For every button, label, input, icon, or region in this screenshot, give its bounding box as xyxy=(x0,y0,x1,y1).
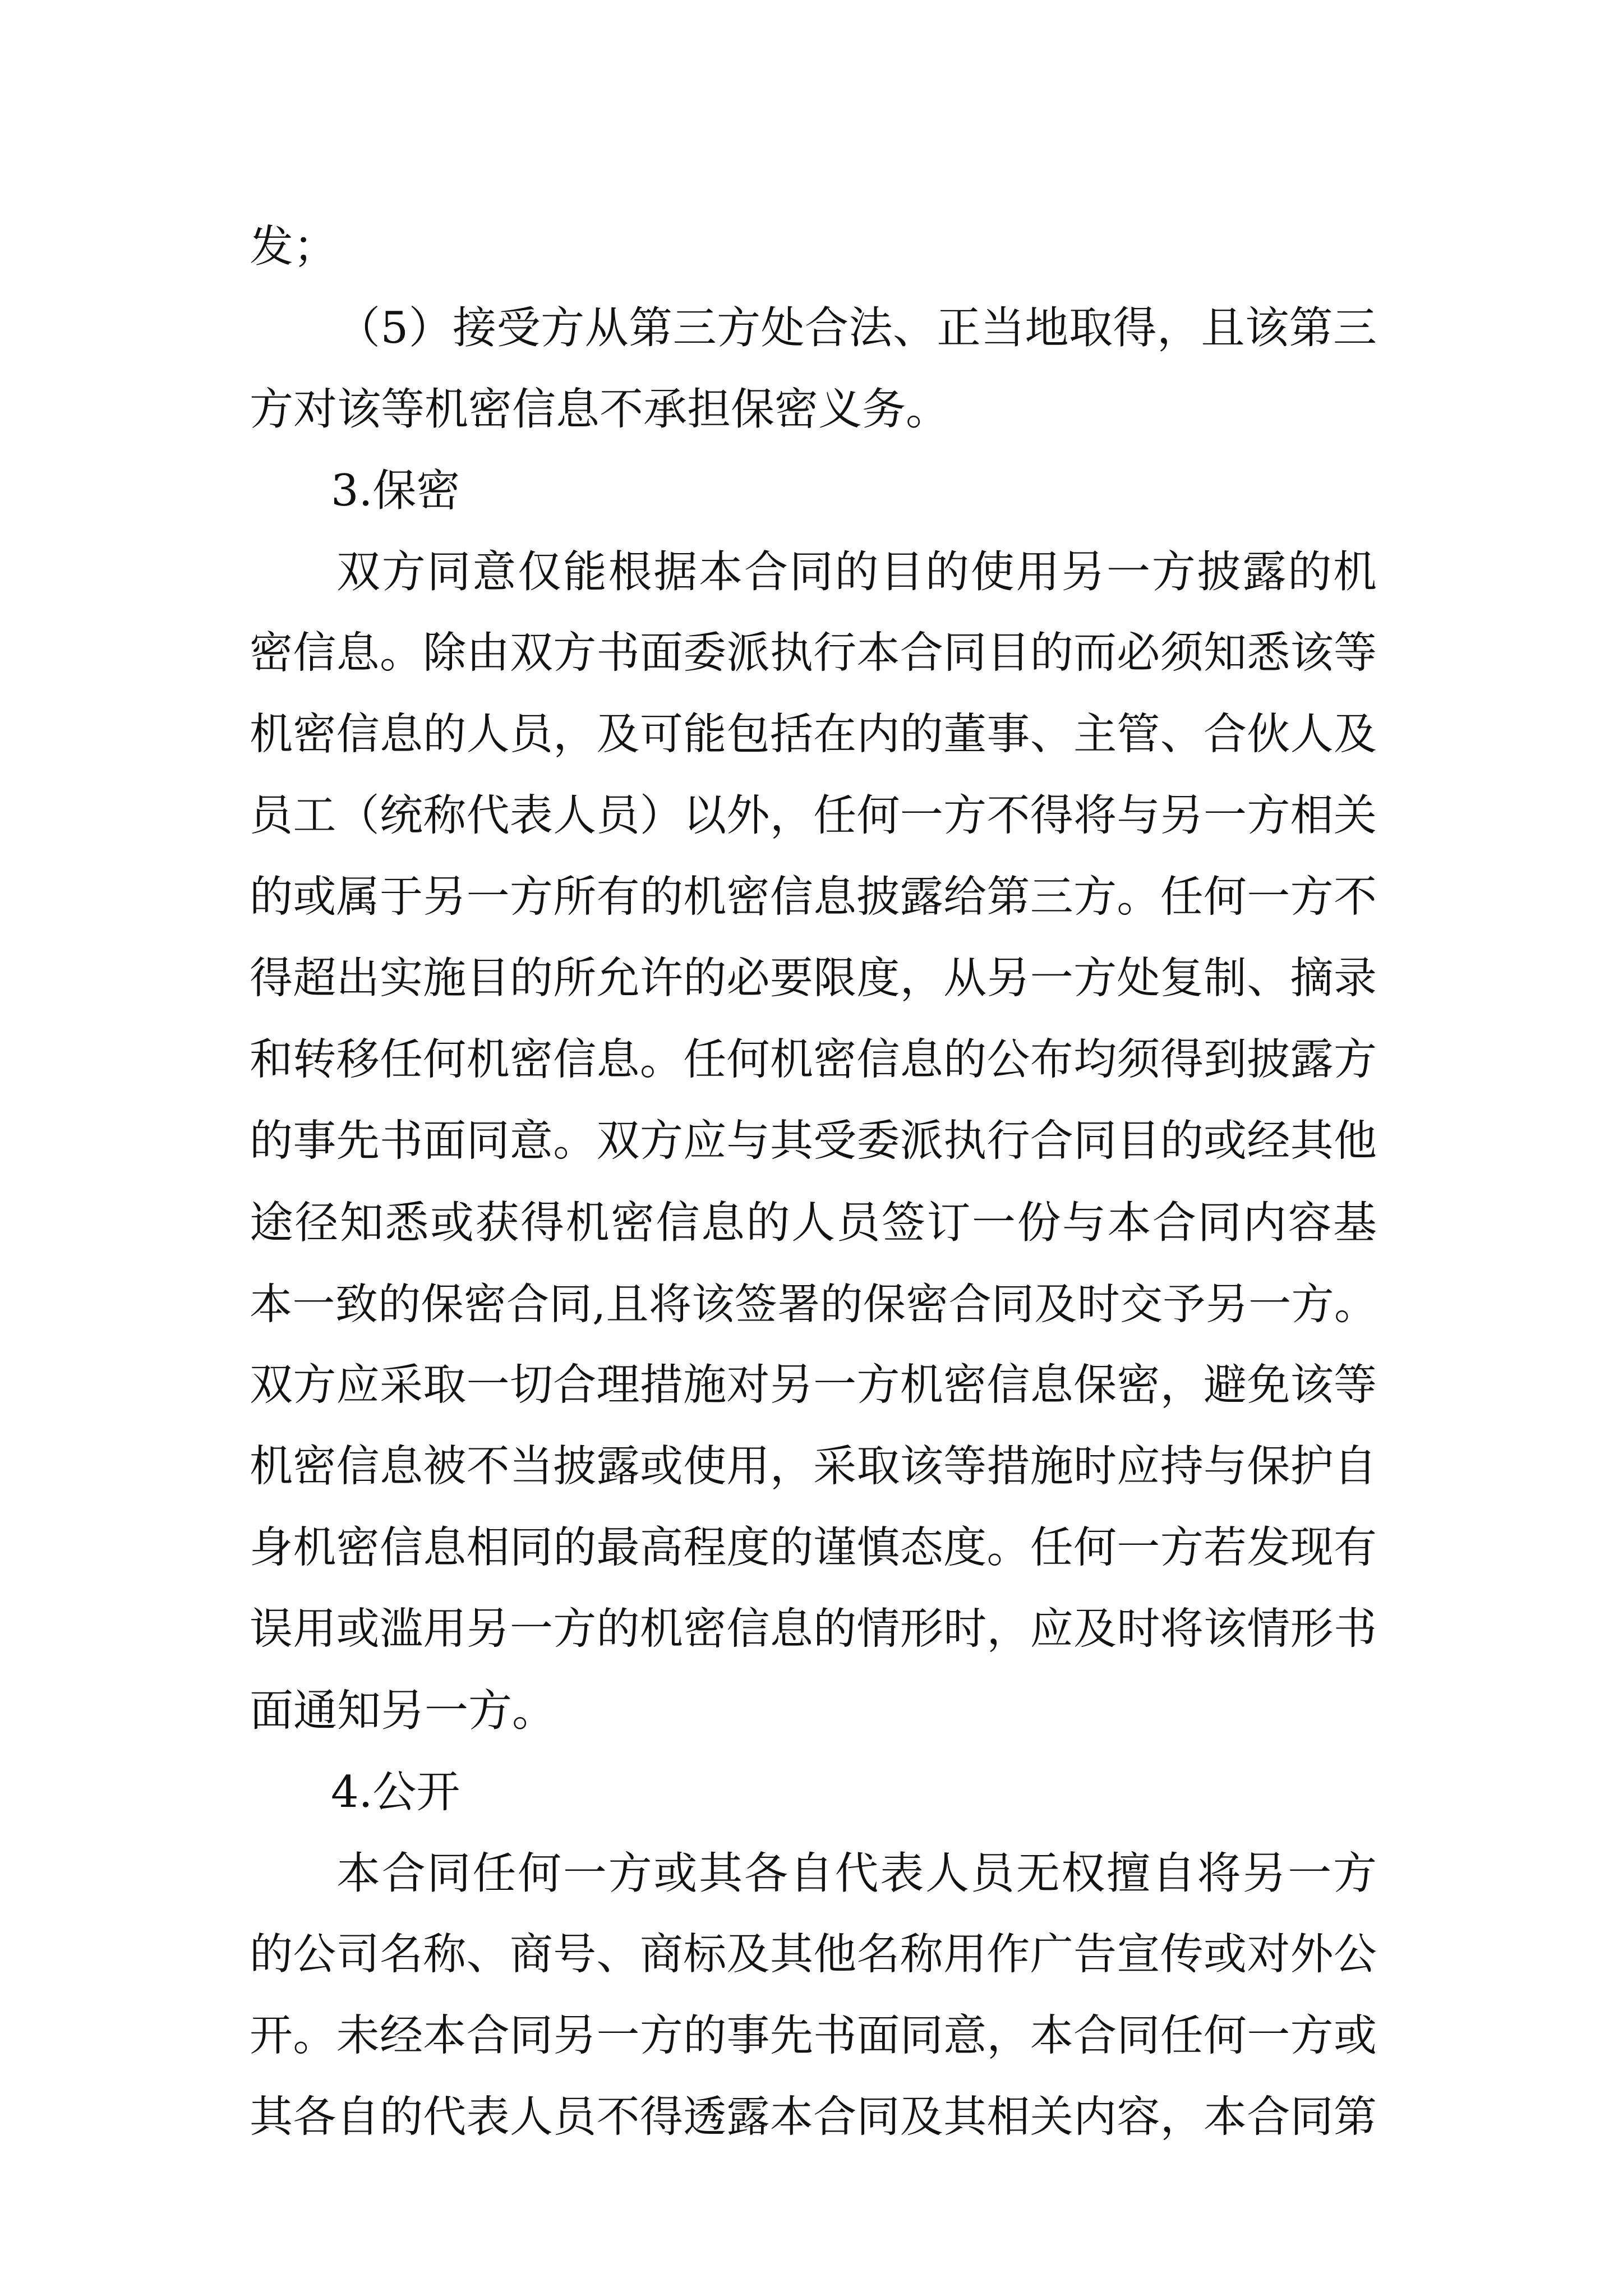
text-line: 员工（统称代表人员）以外，任何一方不得将与另一方相关 xyxy=(250,791,1377,841)
text-line: 方对该等机密信息不承担保密义务。 xyxy=(250,384,950,435)
text-line: 开。未经本合同另一方的事先书面同意，本合同任何一方或 xyxy=(250,2011,1377,2061)
text-line: 本合同任何一方或其各自代表人员无权擅自将另一方 xyxy=(336,1848,1377,1899)
section-heading: 4.公开 xyxy=(331,1767,460,1818)
section-heading: 3.保密 xyxy=(331,466,460,516)
text-line: 本一致的保密合同,且将该签署的保密合同及时交予另一方。 xyxy=(250,1279,1377,1329)
text-line: 的公司名称、商号、商标及其他名称用作广告宣传或对外公 xyxy=(250,1930,1377,1980)
text-line: （5）接受方从第三方处合法、正当地取得，且该第三 xyxy=(336,303,1377,353)
text-line: 机密信息的人员，及可能包括在内的董事、主管、合伙人及 xyxy=(250,710,1377,760)
text-line: 误用或滥用另一方的机密信息的情形时，应及时将该情形书 xyxy=(250,1604,1377,1654)
text-line: 身机密信息相同的最高程度的谨慎态度。任何一方若发现有 xyxy=(250,1523,1377,1573)
text-line: 双方同意仅能根据本合同的目的使用另一方披露的机 xyxy=(336,547,1377,597)
text-line: 和转移任何机密信息。任何机密信息的公布均须得到披露方 xyxy=(250,1035,1377,1085)
text-line: 的或属于另一方所有的机密信息披露给第三方。任何一方不 xyxy=(250,872,1377,922)
text-line: 的事先书面同意。双方应与其受委派执行合同目的或经其他 xyxy=(250,1116,1377,1166)
text-line: 得超出实施目的所允许的必要限度，从另一方处复制、摘录 xyxy=(250,954,1377,1004)
text-line: 发； xyxy=(250,222,338,272)
text-line: 途径知悉或获得机密信息的人员签订一份与本合同内容基 xyxy=(250,1198,1377,1248)
text-line: 密信息。除由双方书面委派执行本合同目的而必须知悉该等 xyxy=(250,628,1377,678)
text-line: 面通知另一方。 xyxy=(250,1686,556,1736)
text-line: 机密信息被不当披露或使用，采取该等措施时应持与保护自 xyxy=(250,1442,1377,1492)
text-line: 双方应采取一切合理措施对另一方机密信息保密，避免该等 xyxy=(250,1360,1377,1410)
text-line: 其各自的代表人员不得透露本合同及其相关内容，本合同第 xyxy=(250,2092,1377,2142)
